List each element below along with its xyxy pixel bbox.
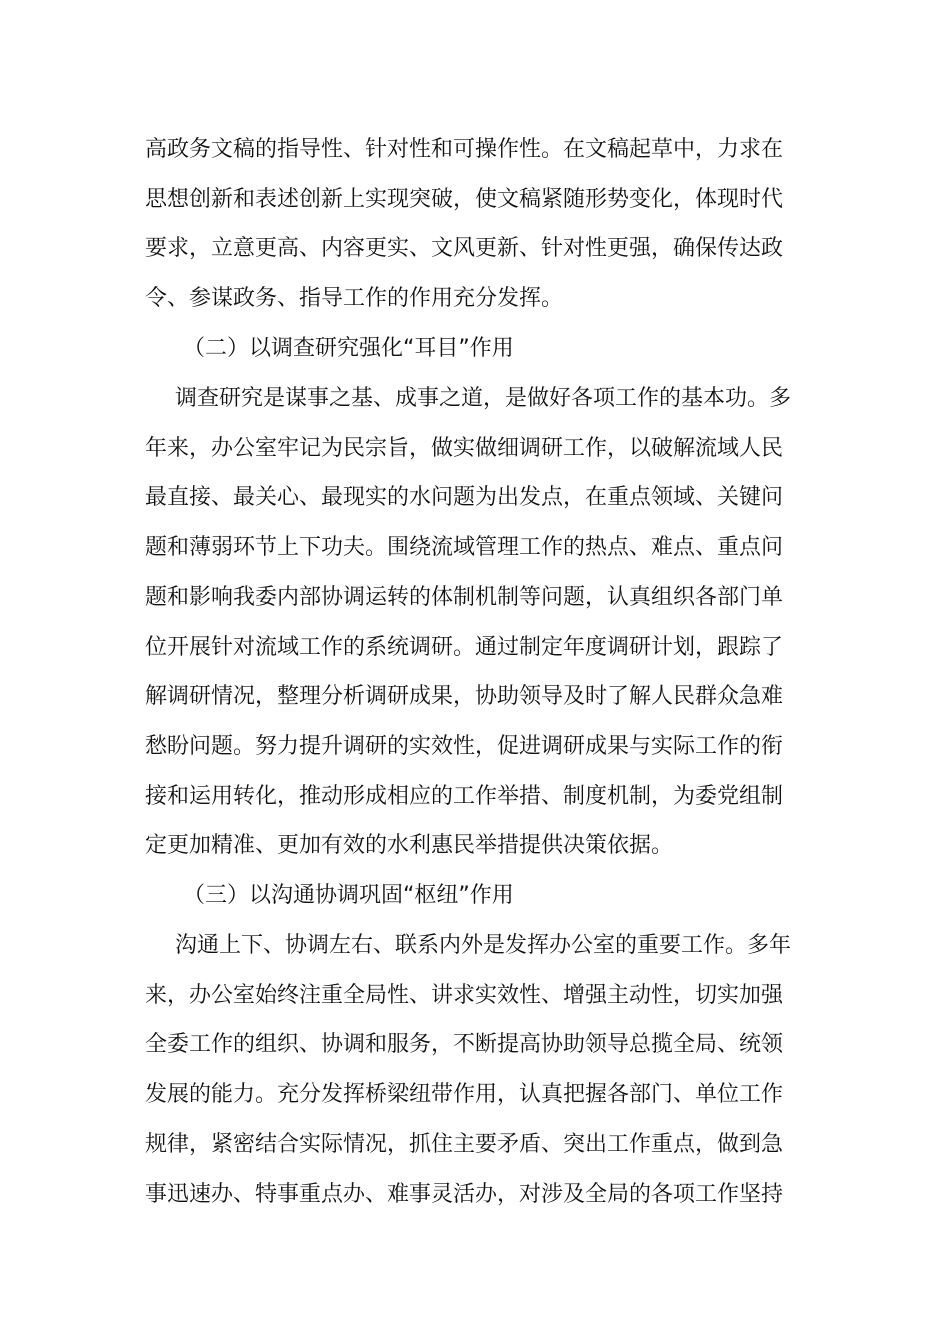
body-text-line: 题和影响我委内部协调运转的体制机制等问题，认真组织各部门单 xyxy=(145,585,784,610)
body-text-line: 高政务文稿的指导性、针对性和可操作性。在文稿起草中，力求在 xyxy=(145,137,784,162)
body-text-line: 全委工作的组织、协调和服务，不断提高协助领导总揽全局、统领 xyxy=(145,1032,784,1057)
body-text-line: 事迅速办、特事重点办、难事灵活办，对涉及全局的各项工作坚持 xyxy=(145,1182,784,1207)
body-text-line: 令、参谋政务、指导工作的作用充分发挥。 xyxy=(145,286,564,311)
body-text-line: 思想创新和表述创新上实现突破，使文稿紧随形势变化，体现时代 xyxy=(145,187,784,212)
body-text-line: 位开展针对流域工作的系统调研。通过制定年度调研计划，跟踪了 xyxy=(145,635,784,660)
body-text-line: 规律，紧密结合实际情况，抓住主要矛盾、突出工作重点，做到急 xyxy=(145,1132,784,1157)
body-text-line: 最直接、最关心、最现实的水问题为出发点，在重点领域、关键问 xyxy=(145,485,784,510)
body-text-line: 发展的能力。充分发挥桥梁纽带作用，认真把握各部门、单位工作 xyxy=(145,1082,784,1107)
body-text-line: 定更加精准、更加有效的水利惠民举措提供决策依据。 xyxy=(145,833,674,858)
paragraph-first-line: 调查研究是谋事之基、成事之道，是做好各项工作的基本功。多 xyxy=(175,386,792,411)
body-text-line: 解调研情况，整理分析调研成果，协助领导及时了解人民群众急难 xyxy=(145,684,784,709)
body-text-line: 题和薄弱环节上下功夫。围绕流域管理工作的热点、难点、重点问 xyxy=(145,535,784,560)
section-heading: （三）以沟通协调巩固“枢纽”作用 xyxy=(183,883,514,908)
body-text-line: 愁盼问题。努力提升调研的实效性，促进调研成果与实际工作的衔 xyxy=(145,734,784,759)
body-text-line: 年来，办公室牢记为民宗旨，做实做细调研工作，以破解流域人民 xyxy=(145,436,784,461)
body-text-line: 接和运用转化，推动形成相应的工作举措、制度机制，为委党组制 xyxy=(145,784,784,809)
paragraph-first-line: 沟通上下、协调左右、联系内外是发挥办公室的重要工作。多年 xyxy=(175,933,792,958)
body-text-line: 来，办公室始终注重全局性、讲求实效性、增强主动性，切实加强 xyxy=(145,983,784,1008)
body-text-line: 要求，立意更高、内容更实、文风更新、针对性更强，确保传达政 xyxy=(145,236,784,261)
section-heading: （二）以调查研究强化“耳目”作用 xyxy=(183,336,514,361)
